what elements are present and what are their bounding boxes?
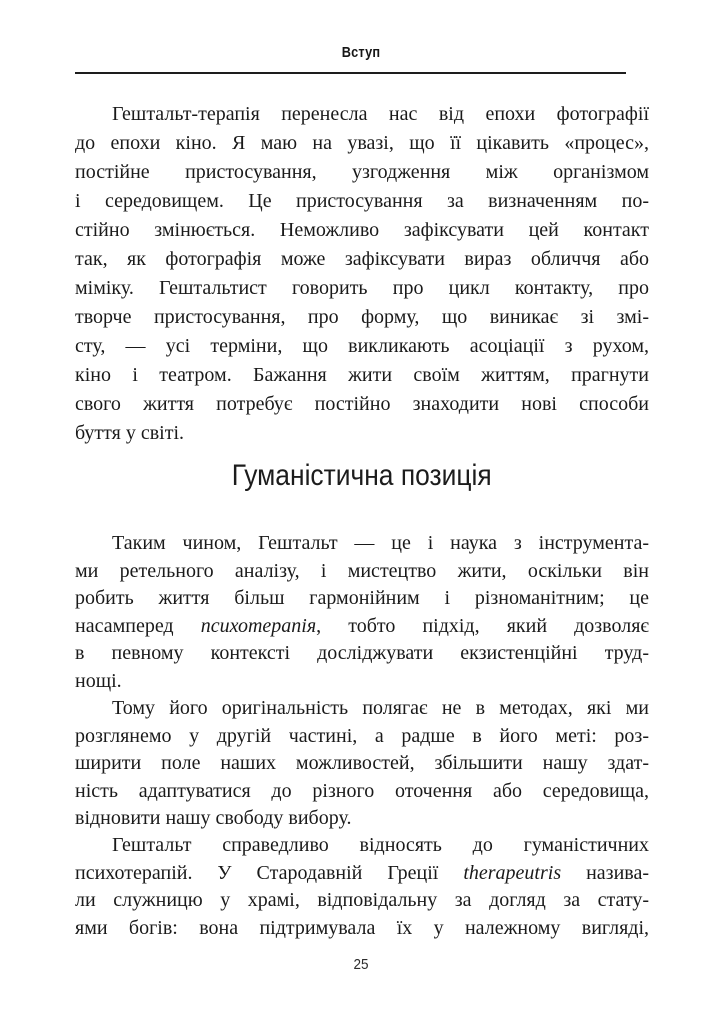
section-heading bbox=[75, 456, 649, 496]
text-segment: постійне пристосування, узгодження між організмом bbox=[75, 161, 649, 183]
section-heading-text: Гуманістична позиція bbox=[232, 459, 492, 492]
text-segment: ми ретельного аналізу, і мистецтво жити, оскільки він bbox=[75, 559, 649, 582]
text-line bbox=[75, 723, 649, 751]
text-segment: сту, — усі терміни, що викликають асоціації з рухом, bbox=[75, 335, 649, 357]
paragraph bbox=[75, 832, 649, 942]
text-segment: розглянемо у другій частині, а радше в його меті: роз- bbox=[75, 724, 649, 747]
text-line bbox=[75, 585, 649, 613]
text-segment: міміку. Гештальтист говорить про цикл контакту, про bbox=[75, 277, 649, 299]
text-segment: буття у світі. bbox=[75, 422, 185, 444]
text-line bbox=[75, 668, 649, 696]
text-line bbox=[75, 216, 649, 245]
text-line bbox=[75, 129, 649, 158]
text-line bbox=[75, 187, 649, 216]
italic-text: therapeutris bbox=[463, 861, 562, 884]
text-segment: ями богів: вона підтримувала їх у належному вигляді, bbox=[75, 916, 649, 939]
text-line bbox=[75, 915, 649, 943]
text-segment: до епохи кіно. Я маю на увазі, що її цікавить «процес», bbox=[75, 132, 649, 154]
text-segment: в певному контексті досліджувати екзистенційні труд- bbox=[75, 642, 649, 664]
text-line bbox=[75, 805, 649, 833]
text-segment: ли служницю у храмі, відповідальну за догляд за стату- bbox=[75, 889, 649, 911]
running-header: Вступ bbox=[341, 44, 381, 61]
text-line bbox=[75, 887, 649, 915]
text-segment: психотерапій. У Стародавній Греції bbox=[75, 861, 464, 884]
text-segment: ність адаптуватися до різного оточення або середовища, bbox=[75, 779, 649, 802]
text-segment: так, як фотографія може зафіксувати вираз обличчя або bbox=[75, 248, 649, 270]
text-segment: робить життя більш гармонійним і різноманітним; це bbox=[75, 587, 649, 609]
text-line bbox=[75, 558, 649, 586]
text-segment: Тому його оригінальність полягає не в методах, які ми bbox=[112, 697, 649, 719]
text-line bbox=[75, 640, 649, 668]
text-segment: стійно змінюється. Неможливо зафіксувати цей контакт bbox=[75, 219, 649, 241]
text-line bbox=[75, 860, 649, 888]
text-line bbox=[75, 778, 649, 806]
text-line bbox=[75, 303, 649, 332]
text-segment: назива- bbox=[561, 861, 649, 884]
paragraph bbox=[75, 695, 649, 833]
text-segment: , тобто підхід, який дозволяє bbox=[316, 614, 649, 637]
text-line bbox=[75, 530, 649, 558]
text-segment: творче пристосування, про форму, що виникає зі змі- bbox=[75, 306, 649, 328]
text-segment: Гештальт справедливо відносять до гуманістичних bbox=[112, 834, 649, 856]
header-rule bbox=[75, 72, 626, 74]
text-line bbox=[75, 390, 649, 419]
text-line bbox=[75, 100, 649, 129]
text-line bbox=[75, 332, 649, 361]
text-segment: свого життя потребує постійно знаходити нові способи bbox=[75, 393, 649, 415]
paragraph bbox=[75, 530, 649, 695]
text-line bbox=[75, 832, 649, 860]
text-segment: Таким чином, Гештальт — це і наука з інструмента- bbox=[112, 532, 649, 554]
paragraph bbox=[75, 100, 649, 448]
text-line bbox=[75, 750, 649, 778]
page-number: 25 bbox=[353, 956, 369, 973]
italic-text: психотерапія bbox=[200, 614, 317, 637]
text-segment: і середовищем. Це пристосування за визначенням по- bbox=[75, 190, 649, 212]
text-segment: Гештальт-терапія перенесла нас від епохи фотографії bbox=[112, 103, 649, 125]
text-line bbox=[75, 361, 649, 390]
text-line bbox=[75, 158, 649, 187]
text-line bbox=[75, 695, 649, 723]
text-segment: нощі. bbox=[75, 669, 122, 692]
text-segment: відновити нашу свободу вибору. bbox=[75, 807, 352, 829]
text-line bbox=[75, 245, 649, 274]
text-segment: насамперед bbox=[75, 614, 201, 637]
text-line bbox=[75, 419, 649, 448]
text-segment: кіно і театром. Бажання жити своїм життям, прагнути bbox=[75, 364, 649, 386]
text-line bbox=[75, 274, 649, 303]
text-line bbox=[75, 613, 649, 641]
text-segment: ширити поле наших можливостей, збільшити нашу здат- bbox=[75, 752, 649, 774]
